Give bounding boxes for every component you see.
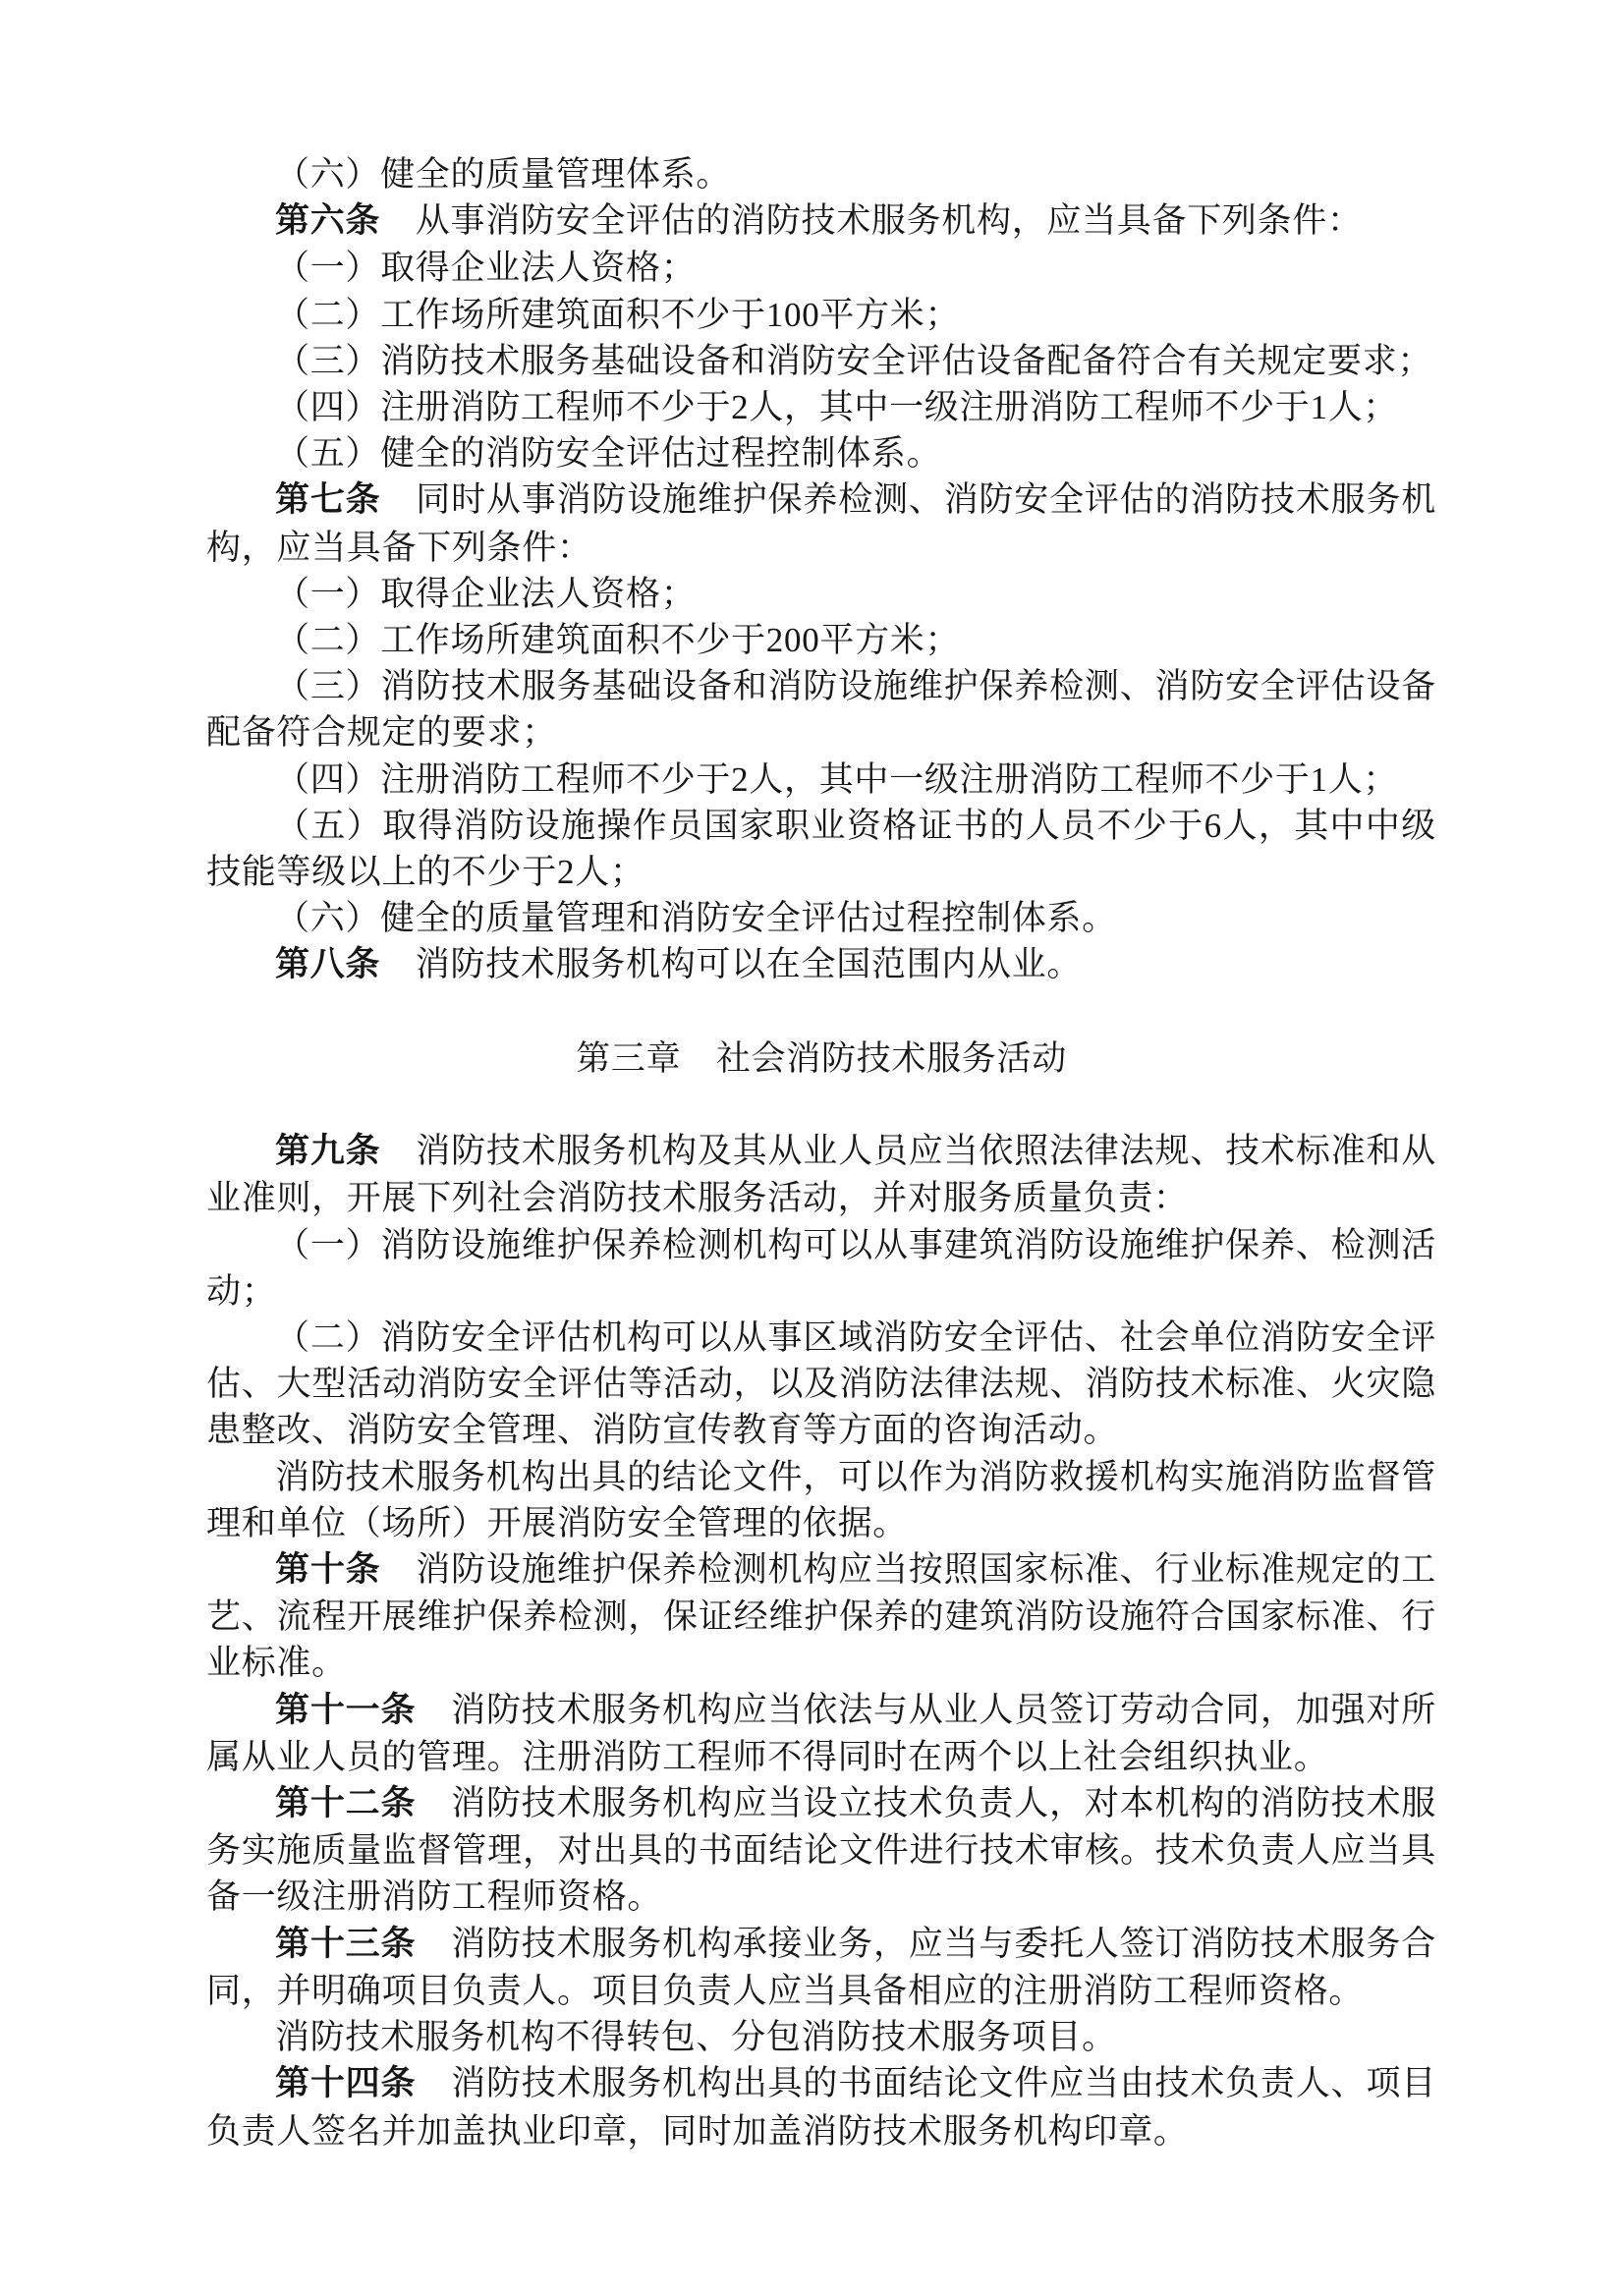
paragraph: （三）消防技术服务基础设备和消防设施维护保养检测、消防安全评估设备配备符合规定的要求； <box>206 667 1436 753</box>
paragraph: （二）消防安全评估机构可以从事区域消防安全评估、社会单位消防安全评估、大型活动消防安全评估等活动，以及消防法律法规、消防技术标准、火灾隐患整改、消防安全管理、消防宣传教育等方面的咨询活动。 <box>206 1318 1436 1450</box>
article-paragraph: 第十一条 消防技术服务机构应当依法与从业人员签订劳动合同，加强对所属从业人员的管理。注册消防工程师不得同时在两个以上社会组织执业。 <box>206 1690 1436 1776</box>
paragraph: （一）取得企业法人资格； <box>275 574 697 613</box>
article-paragraph: 第六条 从事消防安全评估的消防技术服务机构，应当具备下列条件： <box>275 201 1363 242</box>
article-number: 第六条 <box>275 201 381 242</box>
paragraph: （四）注册消防工程师不少于2人，其中一级注册消防工程师不少于1人； <box>275 388 1399 427</box>
paragraph: （六）健全的质量管理和消防安全评估过程控制体系。 <box>275 899 1117 938</box>
paragraph: （五）取得消防设施操作员国家职业资格证书的人员不少于6人，其中中级技能等级以上的不少于2人； <box>206 806 1436 892</box>
paragraph: （二）工作场所建筑面积不少于200平方米； <box>275 621 961 660</box>
paragraph: 消防技术服务机构出具的结论文件，可以作为消防救援机构实施消防监督管理和单位（场所）开展消防安全管理的依据。 <box>206 1457 1436 1542</box>
paragraph: （六）健全的质量管理体系。 <box>275 155 732 194</box>
article-number: 第十四条 <box>275 2064 417 2104</box>
article-paragraph: 第十三条 消防技术服务机构承接业务，应当与委托人签订消防技术服务合同，并明确项目负责人。项目负责人应当具备相应的注册消防工程师资格。 <box>206 1924 1436 2010</box>
article-paragraph: 第七条 同时从事消防设施维护保养检测、消防安全评估的消防技术服务机构，应当具备下列条件： <box>206 480 1436 567</box>
paragraph: （二）工作场所建筑面积不少于100平方米； <box>275 295 961 334</box>
paragraph: （三）消防技术服务基础设备和消防安全评估设备配备符合有关规定要求； <box>275 341 1433 380</box>
chapter-heading: 第三章 社会消防技术服务活动 <box>576 1038 1067 1078</box>
article-number: 第八条 <box>275 945 381 985</box>
paragraph: （五）健全的消防安全评估过程控制体系。 <box>275 434 942 474</box>
article-number: 第九条 <box>275 1132 381 1172</box>
article-paragraph: 第十二条 消防技术服务机构应当设立技术负责人，对本机构的消防技术服务实施质量监督管理，对出具的书面结论文件进行技术审核。技术负责人应当具备一级注册消防工程师资格。 <box>206 1784 1436 1917</box>
article-number: 第十条 <box>275 1550 381 1591</box>
article-paragraph: 第十四条 消防技术服务机构出具的书面结论文件应当由技术负责人、项目负责人签名并加盖执业印章，同时加盖消防技术服务机构印章。 <box>206 2064 1436 2151</box>
article-paragraph: 第八条 消防技术服务机构可以在全国范围内从业。 <box>275 945 1083 985</box>
paragraph: 消防技术服务机构不得转包、分包消防技术服务项目。 <box>275 2018 1117 2057</box>
article-number: 第十一条 <box>275 1690 417 1730</box>
article-number: 第十二条 <box>275 1784 417 1824</box>
article-paragraph: 第九条 消防技术服务机构及其从业人员应当依照法律法规、技术标准和从业准则，开展下列社会消防技术服务活动，并对服务质量负责： <box>206 1132 1436 1218</box>
article-number: 第十三条 <box>275 1924 417 1964</box>
article-number: 第七条 <box>275 480 381 521</box>
document-body <box>206 151 1436 2155</box>
paragraph: （四）注册消防工程师不少于2人，其中一级注册消防工程师不少于1人； <box>275 759 1399 799</box>
paragraph: （一）取得企业法人资格； <box>275 249 697 288</box>
paragraph: （一）消防设施维护保养检测机构可以从事建筑消防设施维护保养、检测活动； <box>206 1225 1436 1311</box>
article-paragraph: 第十条 消防设施维护保养检测机构应当按照国家标准、行业标准规定的工艺、流程开展维护保养检测，保证经维护保养的建筑消防设施符合国家标准、行业标准。 <box>206 1550 1436 1683</box>
